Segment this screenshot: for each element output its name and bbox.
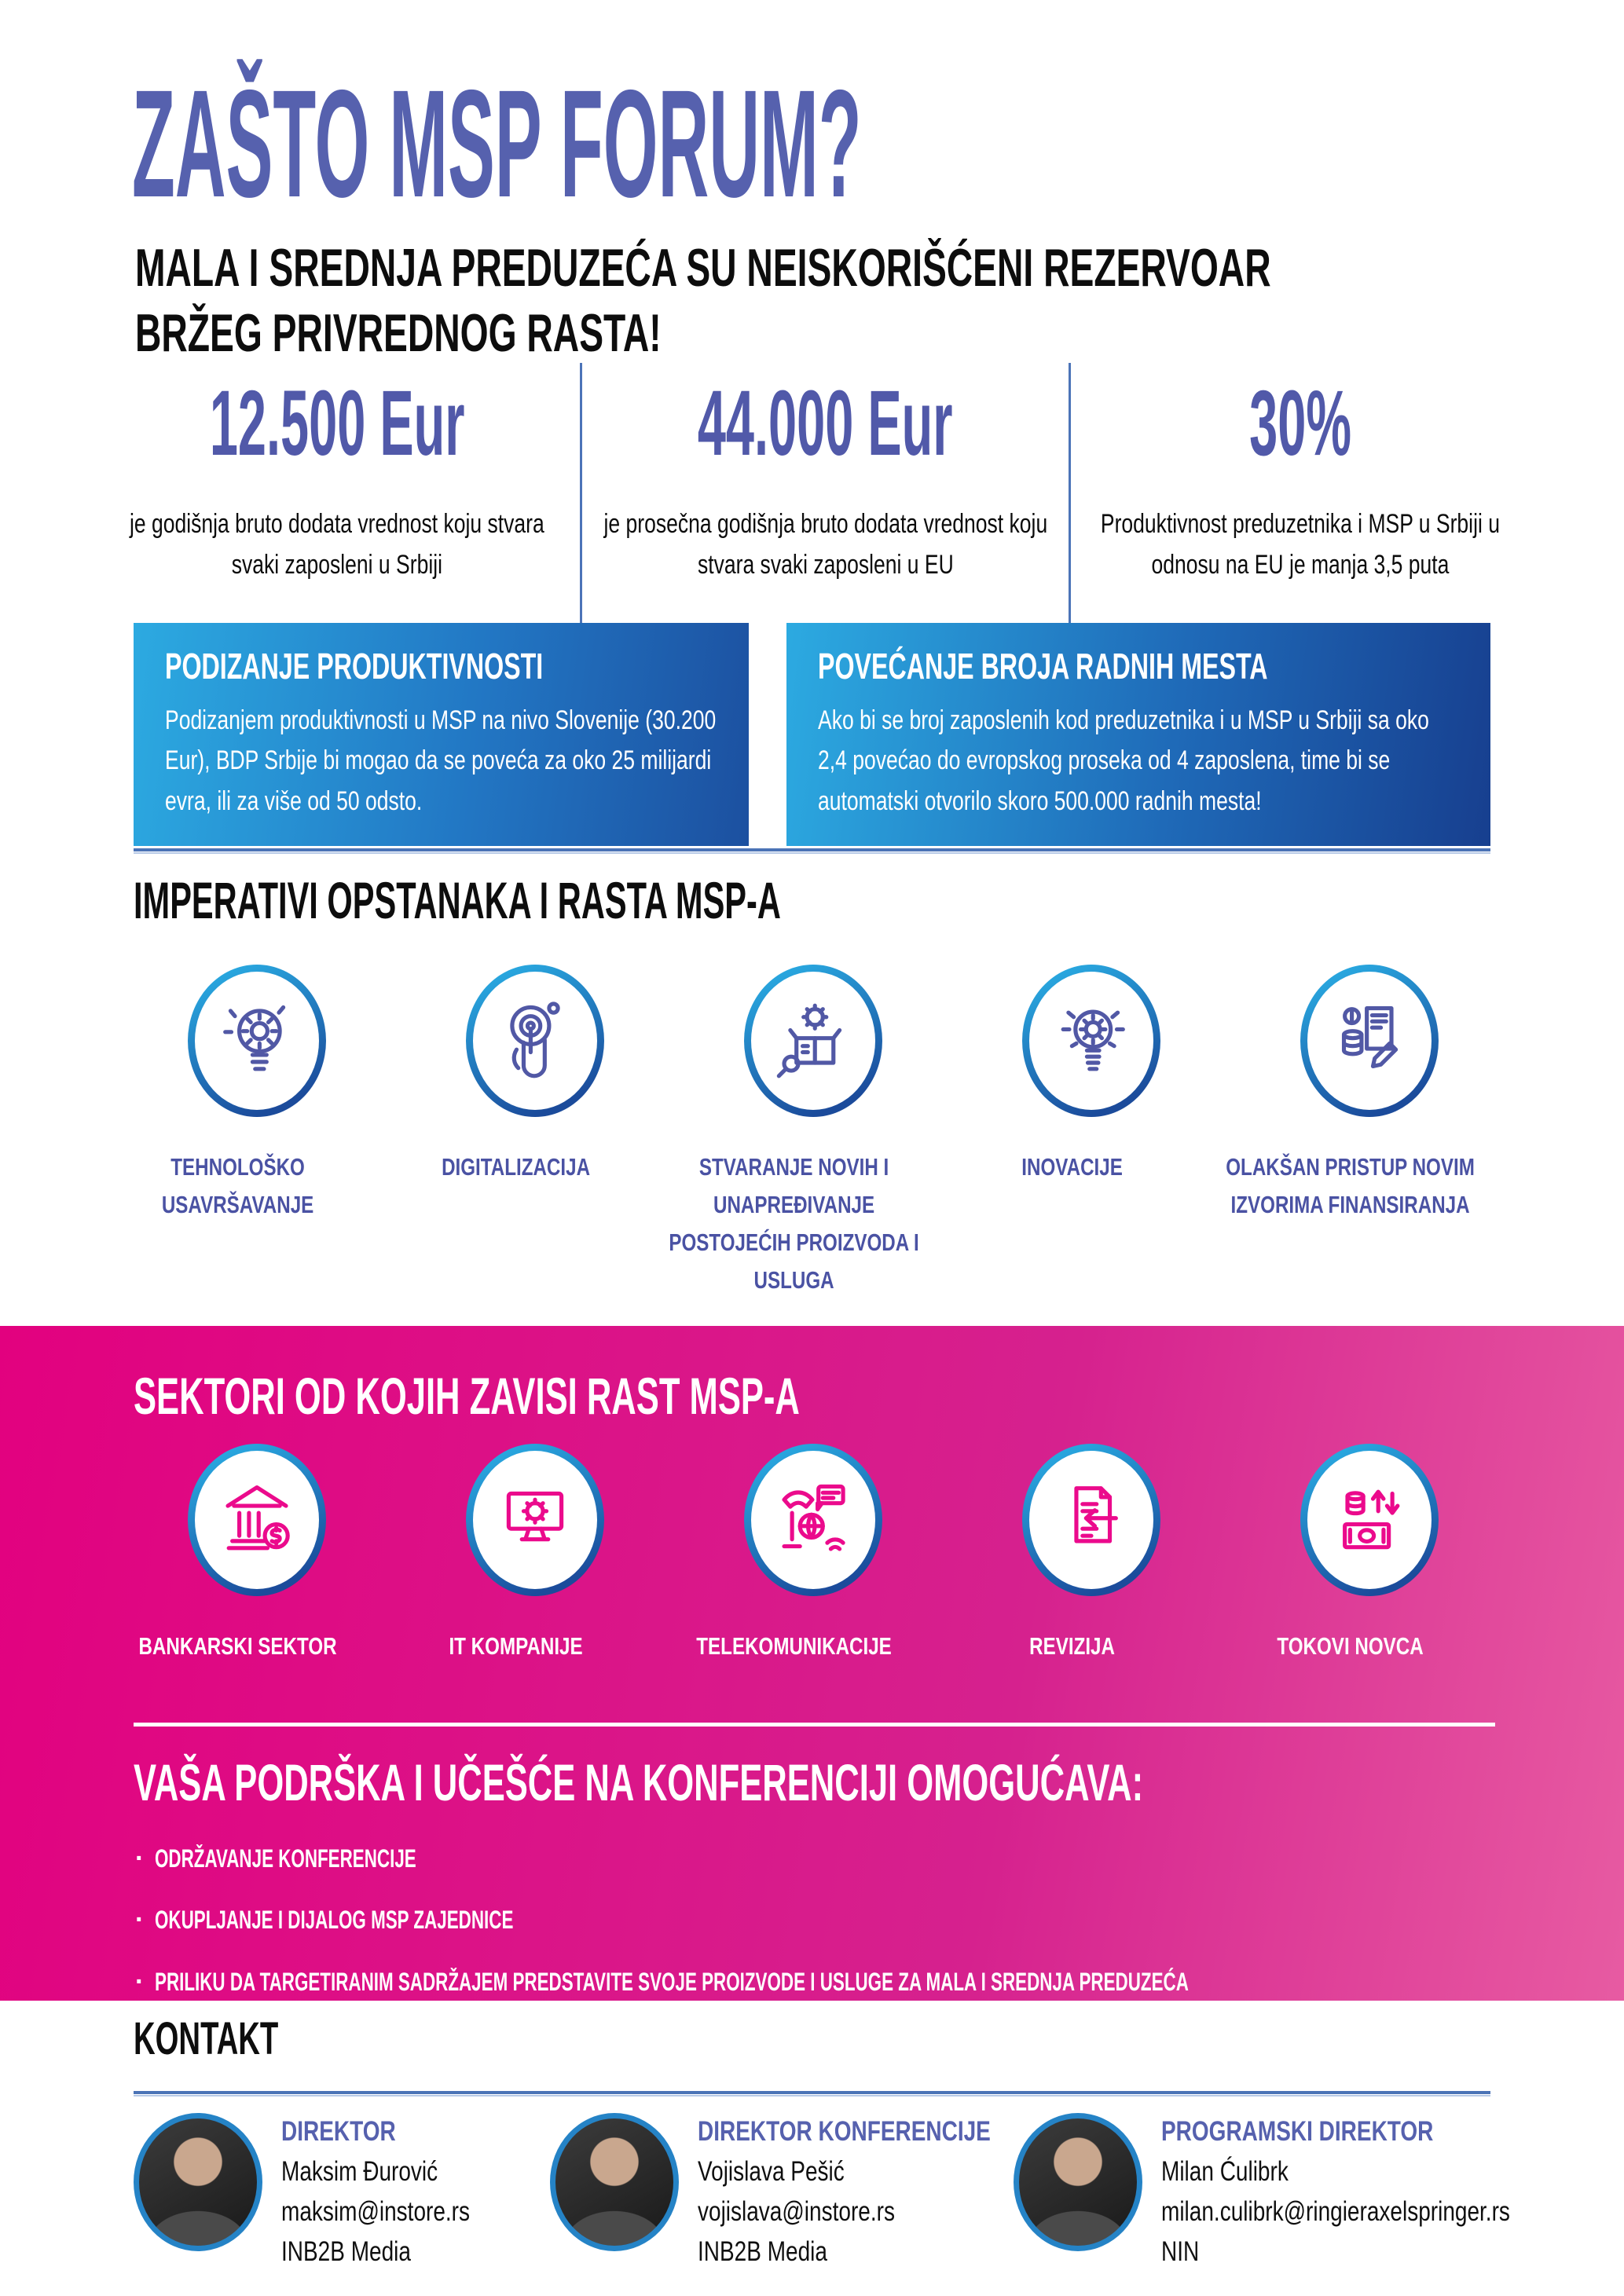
subtitle-line-1: MALA I SREDNJA PREDUZEĆA SU NEISKORIŠĆENI REZERVOAR [135,238,1271,298]
icon-ring [466,1444,604,1596]
sektori-heading: SEKTORI OD KOJIH ZAVISI RAST MSP-A [134,1367,800,1425]
gear-lightbulb-icon [213,997,301,1085]
productivity-box [134,623,749,846]
contact-info [281,2113,517,2268]
stat-description: je godišnja bruto dodata vrednost koju stvara svaki zaposleni u Srbiji [130,508,545,580]
icon-ring [1022,1444,1160,1596]
icon-ring [188,965,326,1117]
imperativ-label: STVARANJE NOVIH I UNAPREĐIVANJE POSTOJEĆIH PROIZVODA I USLUGA [669,1153,919,1294]
contact-name: Maksim Đurović [281,2156,438,2187]
sektor-label: TOKOVI NOVCA [1277,1632,1424,1660]
stat-value: 12.500 Eur [209,372,465,475]
contact-info [698,2113,1064,2268]
monitor-gear-icon [491,1476,579,1564]
bullet-text: · OKUPLJANJE I DIJALOG MSP ZAJEDNICE [155,1906,514,1935]
icon-circle [1307,1451,1432,1589]
contact-card [134,2113,550,2268]
bullet-item [135,1968,1624,1997]
contact-organization: NIN [1161,2236,1200,2267]
idea-bulb-icon [1047,997,1135,1085]
sektori-section [0,1326,1624,2001]
podrska-heading: VAŠA PODRŠKA I UČEŠĆE NA KONFERENCIJI OMOGUĆAVA: [134,1753,1144,1811]
contact-email: vojislava@instore.rs [698,2196,895,2227]
sektor-item [396,1444,674,1665]
sektori-icon-row [118,1444,1509,1665]
contact-role: PROGRAMSKI DIREKTOR [1161,2116,1434,2147]
bullet-item [135,1844,1624,1873]
box-title: POVEĆANJE BROJA RADNIH MESTA [818,646,1268,687]
subtitle-line-2: BRŽEG PRIVREDNOG RASTA! [135,302,662,363]
section-divider [134,848,1490,854]
contact-email: milan.culibrk@ringieraxelspringer.rs [1161,2196,1510,2227]
page-title: ZAŠTO MSP FORUM? [132,58,862,229]
sektor-item [952,1444,1230,1665]
icon-circle [473,972,597,1110]
icon-circle [195,1451,319,1589]
stat-value: 30% [1248,372,1351,475]
telecom-icon [769,1476,857,1564]
icon-circle [751,1451,875,1589]
icon-circle [1029,1451,1153,1589]
imperativ-label: OLAKŠAN PRISTUP NOVIM IZVORIMA FINANSIRANJA [1225,1153,1475,1219]
sektor-item [674,1444,952,1665]
sektor-item [118,1444,396,1665]
bullet-text: · PRILIKU DA TARGETIRANIM SADRŽAJEM PREDSTAVITE SVOJE PROIZVODE I USLUGE ZA MALA I SREDNJA PREDUZEĆA [155,1967,1190,1996]
icon-circle [751,972,875,1110]
icon-circle [473,1451,597,1589]
icon-ring [744,1444,882,1596]
bullet-item [135,1906,1624,1935]
podrska-bullet-list [135,1844,1624,2029]
icon-circle [195,972,319,1110]
imperativ-item [118,965,396,1299]
imperativi-icon-row [118,965,1509,1299]
icon-ring [188,1444,326,1596]
icon-ring [1022,965,1160,1117]
imperativ-item [1225,965,1509,1299]
stat-description: je prosečna godišnja bruto dodata vrednost koju stvara svaki zaposleni u EU [603,508,1047,580]
sektor-item [1230,1444,1509,1665]
box-body: Ako bi se broj zaposlenih kod preduzetnika i u MSP u Srbiji sa oko 2,4 povećao do evropskog proseka od 4 zaposlena, time bi se automatski otvorilo skoro 500.000 radnih mesta! [818,705,1429,816]
contact-card [1014,2113,1597,2268]
imperativ-item [952,965,1230,1299]
icon-ring [466,965,604,1117]
avatar [1014,2113,1142,2251]
contact-card [550,2113,1014,2268]
document-money-icon [1325,997,1413,1085]
contact-name: Milan Ćulibrk [1161,2156,1289,2187]
contact-role: DIREKTOR [281,2116,396,2147]
jobs-box [786,623,1490,846]
contacts-row [134,2113,1510,2268]
avatar [134,2113,262,2251]
sektor-label: IT KOMPANIJE [449,1632,583,1660]
imperativi-heading: IMPERATIVI OPSTANAKA I RASTA MSP-A [134,871,781,929]
box-title: PODIZANJE PRODUKTIVNOSTI [165,646,544,687]
avatar [550,2113,679,2251]
audit-document-icon [1047,1476,1135,1564]
box-body: Podizanjem produktivnosti u MSP na nivo Slovenije (30.200 Eur), BDP Srbije bi mogao da se poveća za oko 25 milijardi evra, ili za više od 50 odsto. [165,705,717,816]
icon-circle [1307,972,1432,1110]
bullet-text: · ODRŽAVANJE KONFERENCIJE [155,1844,417,1873]
imperativ-label: TEHNOLOŠKO USAVRŠAVANJE [161,1153,313,1219]
imperativ-label: DIGITALIZACIJA [441,1153,590,1181]
contact-role: DIREKTOR KONFERENCIJE [698,2116,991,2147]
contact-name: Vojislava Pešić [698,2156,845,2187]
imperativ-label: INOVACIJE [1021,1153,1123,1181]
kontakt-heading: KONTAKT [134,2013,279,2064]
sektor-label: BANKARSKI SEKTOR [138,1632,337,1660]
touch-target-icon [491,997,579,1085]
icon-ring [1300,1444,1439,1596]
sektor-label: REVIZIJA [1028,1632,1115,1660]
stat-description: Produktivnost preduzetnika i MSP u Srbiji u odnosu na EU je manja 3,5 puta [1100,508,1500,580]
contact-organization: INB2B Media [698,2236,827,2267]
contact-email: maksim@instore.rs [281,2196,471,2227]
icon-circle [1029,972,1153,1110]
page-subtitle [135,236,1624,366]
icon-ring [1300,965,1439,1117]
cash-flow-icon [1325,1476,1413,1564]
section-divider [134,2091,1490,2096]
highlight-boxes-row [134,623,1490,846]
imperativ-item [396,965,674,1299]
contact-info [1161,2113,1597,2268]
imperativ-item [669,965,952,1299]
contact-organization: INB2B Media [281,2236,411,2267]
sektor-label: TELEKOMUNIKACIJE [695,1632,892,1660]
icon-ring [744,965,882,1117]
stat-value: 44.000 Eur [698,372,953,475]
section-divider [134,1723,1495,1727]
gear-box-icon [769,997,857,1085]
bank-icon [213,1476,301,1564]
